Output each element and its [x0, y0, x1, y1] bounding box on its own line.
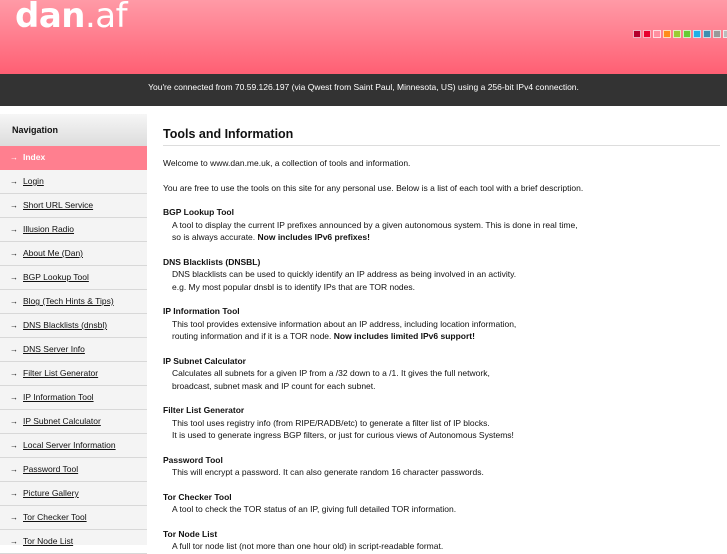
- arrow-right-icon: →: [10, 417, 18, 426]
- sidebar-item-label[interactable]: About Me (Dan): [23, 248, 83, 258]
- tool-highlight: Now includes limited IPv6 support!: [333, 331, 475, 341]
- tool-description-text: Calculates all subnets for a given IP from a /32 down to a /1. It gives the full network,: [172, 368, 490, 378]
- sidebar-item-label[interactable]: Tor Checker Tool: [23, 512, 87, 522]
- tool-name[interactable]: BGP Lookup Tool: [163, 207, 234, 217]
- tool-description-text: so is always accurate.: [172, 232, 258, 242]
- arrow-right-icon: →: [10, 297, 18, 306]
- tool-description: [163, 503, 720, 516]
- sidebar-item-label[interactable]: Picture Gallery: [23, 488, 79, 498]
- theme-swatch[interactable]: [663, 30, 671, 38]
- welcome-text: Welcome to www.dan.me.uk, a collection of tools and information.: [163, 158, 411, 168]
- theme-swatch[interactable]: [723, 30, 727, 38]
- sidebar-item[interactable]: [0, 482, 147, 506]
- page-title: Tools and Information: [163, 124, 720, 146]
- nav-title: Navigation: [0, 114, 147, 146]
- tool-highlight: Now includes IPv6 prefixes!: [257, 232, 370, 242]
- sidebar-item[interactable]: [0, 362, 147, 386]
- arrow-right-icon: →: [10, 513, 18, 522]
- sidebar-item-label[interactable]: Filter List Generator: [23, 368, 99, 378]
- sidebar-item-label[interactable]: Login: [23, 176, 44, 186]
- tool-description: [163, 367, 720, 380]
- arrow-right-icon: →: [10, 345, 18, 354]
- sidebar-item[interactable]: [0, 146, 147, 170]
- arrow-right-icon: →: [10, 201, 18, 210]
- theme-swatch[interactable]: [713, 30, 721, 38]
- tool-description: [163, 318, 720, 331]
- theme-swatch[interactable]: [653, 30, 661, 38]
- tool-description: [163, 219, 720, 232]
- main-content: [163, 124, 720, 553]
- arrow-right-icon: →: [10, 465, 18, 474]
- tool-entry: [163, 454, 720, 479]
- sidebar-item[interactable]: [0, 530, 147, 554]
- tool-description: [163, 231, 720, 244]
- arrow-right-icon: →: [10, 249, 18, 258]
- tool-description-text: routing information and if it is a TOR node.: [172, 331, 334, 341]
- arrow-right-icon: →: [10, 537, 18, 546]
- sidebar-item[interactable]: [0, 242, 147, 266]
- sidebar-item-label[interactable]: Illusion Radio: [23, 224, 75, 234]
- sidebar-item[interactable]: [0, 170, 147, 194]
- sidebar-item-label[interactable]: Password Tool: [23, 464, 79, 474]
- theme-swatch[interactable]: [703, 30, 711, 38]
- tool-description: [163, 417, 720, 430]
- tool-name[interactable]: IP Information Tool: [163, 306, 240, 316]
- tool-description: [163, 429, 720, 442]
- sidebar-item-label[interactable]: BGP Lookup Tool: [23, 272, 89, 282]
- arrow-right-icon: →: [10, 489, 18, 498]
- tool-description: [163, 330, 720, 343]
- tool-description-text: This tool uses registry info (from RIPE/RADB/etc) to generate a filter list of IP blocks.: [172, 417, 490, 428]
- theme-swatch[interactable]: [683, 30, 691, 38]
- sidebar-item[interactable]: [0, 410, 147, 434]
- tool-entry: [163, 355, 720, 393]
- arrow-right-icon: →: [10, 321, 18, 330]
- sidebar-item-label[interactable]: DNS Blacklists (dnsbl): [23, 320, 108, 330]
- tool-name[interactable]: DNS Blacklists (DNSBL): [163, 256, 261, 267]
- arrow-right-icon: →: [10, 153, 18, 162]
- arrow-right-icon: →: [10, 273, 18, 282]
- tool-description-text: broadcast, subnet mask and IP count for each subnet.: [172, 380, 376, 391]
- nav-list: [0, 146, 147, 554]
- sidebar-item[interactable]: [0, 266, 147, 290]
- theme-swatch[interactable]: [673, 30, 681, 38]
- sidebar-item[interactable]: [0, 314, 147, 338]
- sidebar-item-label[interactable]: Blog (Tech Hints & Tips): [23, 296, 114, 306]
- tool-description-text: A tool to check the TOR status of an IP, giving full detailed TOR information.: [172, 504, 457, 514]
- sidebar: [0, 114, 147, 545]
- arrow-right-icon: →: [10, 177, 18, 186]
- usage-text: You are free to use the tools on this site for any personal use. Below is a list of each tool with a brief description.: [163, 182, 584, 193]
- sidebar-item[interactable]: [0, 434, 147, 458]
- tool-entry: [163, 305, 720, 343]
- sidebar-item[interactable]: [0, 290, 147, 314]
- theme-swatch[interactable]: [643, 30, 651, 38]
- sidebar-item-label[interactable]: IP Information Tool: [23, 392, 94, 402]
- sidebar-item-label[interactable]: Local Server Information: [23, 440, 116, 450]
- tool-name[interactable]: Tor Checker Tool: [163, 491, 232, 502]
- sidebar-item-label[interactable]: IP Subnet Calculator: [23, 416, 101, 426]
- site-logo[interactable]: [15, 0, 127, 36]
- arrow-right-icon: →: [10, 369, 18, 378]
- arrow-right-icon: →: [10, 441, 18, 450]
- tool-entry: [163, 491, 720, 516]
- tool-list: [163, 206, 720, 553]
- tool-description: [163, 281, 720, 294]
- tool-description: [163, 540, 720, 553]
- sidebar-item-label[interactable]: DNS Server Info: [23, 344, 85, 354]
- tool-description-text: e.g. My most popular dnsbl is to identify IPs that are TOR nodes.: [172, 281, 416, 292]
- sidebar-item[interactable]: [0, 506, 147, 530]
- tool-description-text: It is used to generate ingress BGP filters, or just for curious views of Autonomous Systems!: [172, 430, 514, 440]
- tool-name[interactable]: Filter List Generator: [163, 405, 245, 415]
- sidebar-item[interactable]: [0, 338, 147, 362]
- theme-swatches: [633, 30, 727, 38]
- sidebar-item[interactable]: [0, 458, 147, 482]
- tool-entry: [163, 528, 720, 553]
- tool-description: [163, 268, 720, 281]
- tool-description-text: This will encrypt a password. It can also generate random 16 character passwords.: [172, 467, 484, 477]
- tool-name[interactable]: IP Subnet Calculator: [163, 355, 246, 366]
- sidebar-item[interactable]: [0, 218, 147, 242]
- tool-name[interactable]: Tor Node List: [163, 528, 218, 539]
- sidebar-item-label[interactable]: Short URL Service: [23, 200, 94, 210]
- tool-description: [163, 380, 720, 393]
- sidebar-item[interactable]: [0, 386, 147, 410]
- tool-name[interactable]: Password Tool: [163, 454, 223, 465]
- logo-main: dan: [15, 0, 85, 36]
- tool-entry: [163, 206, 720, 244]
- sidebar-item[interactable]: [0, 194, 147, 218]
- connection-info-bar: [0, 74, 727, 106]
- tool-entry: [163, 256, 720, 294]
- sidebar-item-label[interactable]: Index: [23, 152, 46, 162]
- tool-description-text: This tool provides extensive information about an IP address, including location information,: [172, 318, 517, 329]
- tool-description: [163, 466, 720, 479]
- tool-entry: [163, 404, 720, 442]
- logo-suffix: .af: [85, 0, 128, 36]
- sidebar-item-label[interactable]: Tor Node List: [23, 536, 74, 546]
- theme-swatch[interactable]: [633, 30, 641, 38]
- tool-description-text: A tool to display the current IP prefixes announced by a given autonomous system. This is done in real time,: [172, 219, 578, 230]
- tool-description-text: DNS blacklists can be used to quickly identify an IP address as being involved in an activity.: [172, 269, 517, 279]
- site-header: [0, 0, 727, 74]
- arrow-right-icon: →: [10, 225, 18, 234]
- tool-description-text: A full tor node list (not more than one hour old) in script-readable format.: [172, 541, 444, 551]
- arrow-right-icon: →: [10, 393, 18, 402]
- connection-info-text: You're connected from 70.59.126.197 (via Qwest from Saint Paul, Minnesota, US) using a 256-bit IPv4 connection.: [148, 82, 579, 92]
- theme-swatch[interactable]: [693, 30, 701, 38]
